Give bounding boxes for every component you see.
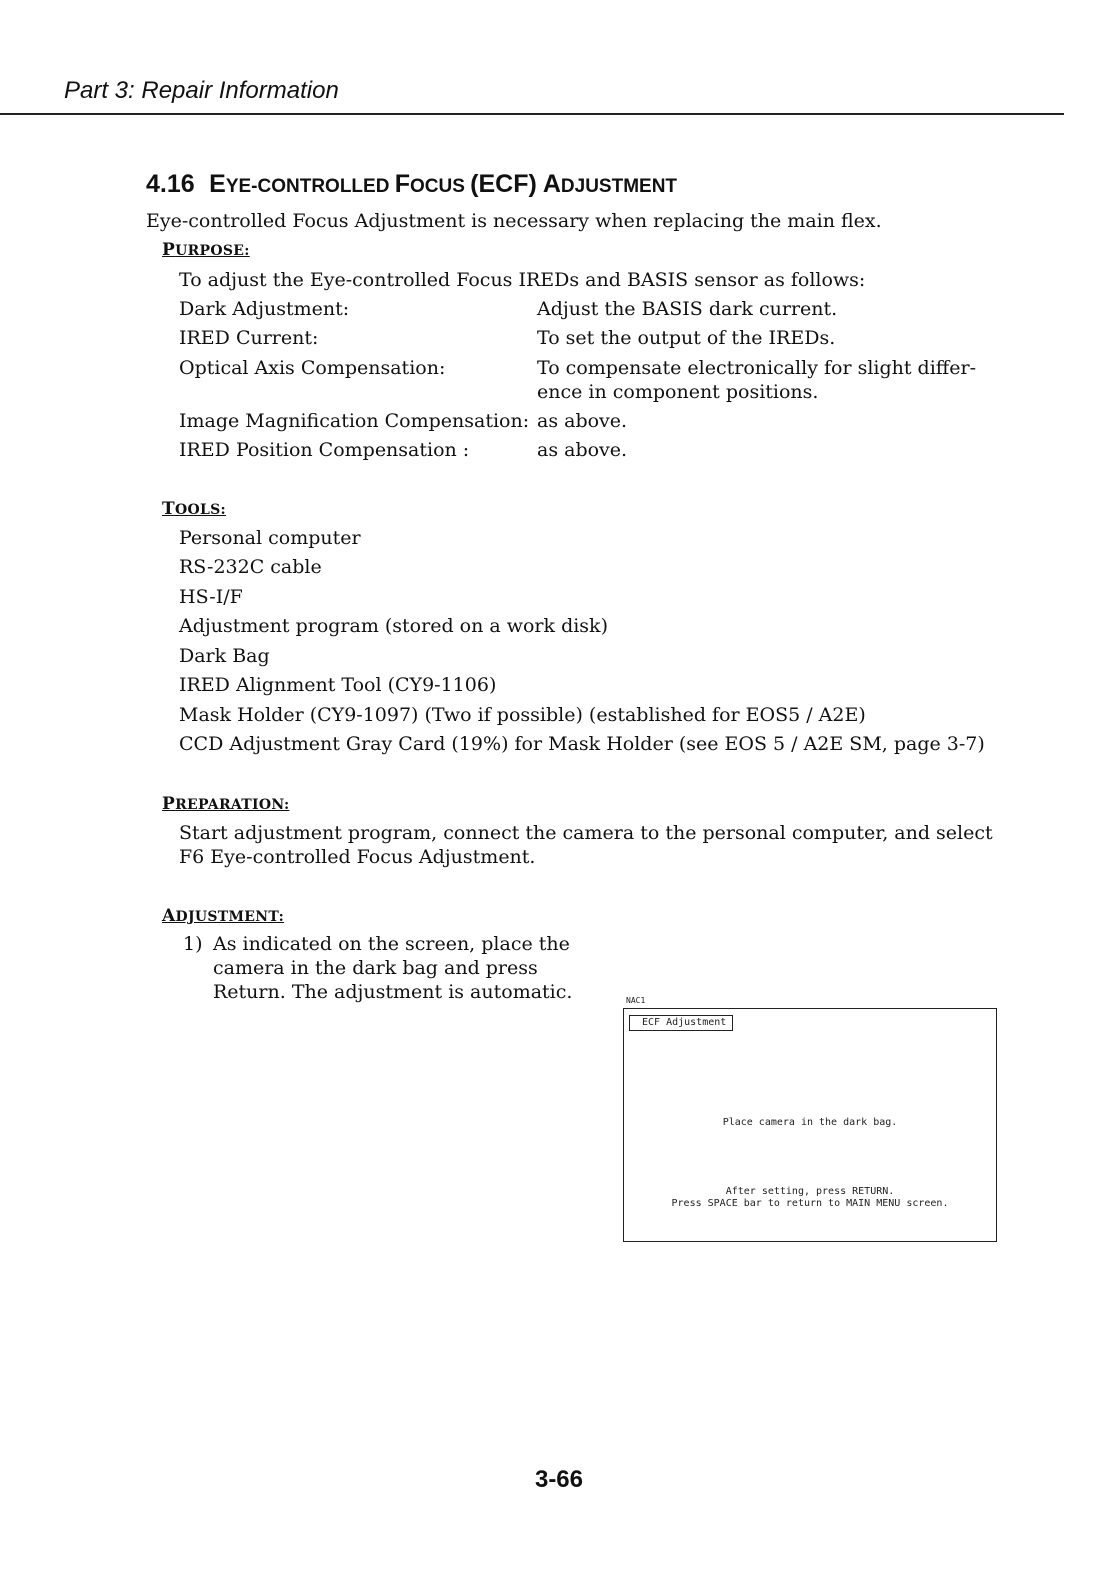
adjustment-heading	[162, 906, 284, 926]
screen-footer-line: After setting, press RETURN.	[725, 1186, 895, 1197]
purpose-item-desc-cont: ence in component positions.	[537, 381, 819, 403]
tool-item: Dark Bag	[179, 645, 270, 667]
purpose-item-label: IRED Position Compensation :	[179, 439, 470, 461]
step-line: camera in the dark bag and press	[213, 957, 538, 979]
heading-rest: REPARATION:	[175, 797, 290, 813]
purpose-heading	[162, 240, 250, 260]
screen-footer-line: Press SPACE bar to return to MAIN MENU screen.	[671, 1198, 949, 1209]
step-line: As indicated on the screen, place the	[213, 933, 570, 955]
heading-rest: URPOSE:	[175, 243, 250, 259]
tool-item: IRED Alignment Tool (CY9-1106)	[179, 674, 497, 696]
heading-cap: P	[162, 240, 176, 260]
step-line: Return. The adjustment is automatic.	[213, 981, 573, 1003]
section-number: 4.16	[146, 170, 195, 198]
purpose-item-desc: Adjust the BASIS dark current.	[537, 298, 838, 320]
title-word-cap: (ECF)	[470, 170, 543, 198]
tool-item: Personal computer	[179, 527, 361, 549]
preparation-heading	[162, 794, 289, 814]
header-rule	[0, 113, 1064, 115]
title-word-rest: YE-CONTROLLED	[225, 176, 395, 197]
step-number: 1)	[183, 933, 203, 955]
tool-item: CCD Adjustment Gray Card (19%) for Mask Holder (see EOS 5 / A2E SM, page 3-7)	[179, 733, 985, 755]
title-word-rest: OCUS	[409, 176, 471, 197]
title-word-cap: A	[542, 170, 561, 198]
page-number: 3-66	[534, 1466, 584, 1493]
running-header: Part 3: Repair Information	[64, 77, 339, 104]
tools-heading	[162, 499, 226, 519]
purpose-item-label: IRED Current:	[179, 327, 319, 349]
tool-item: Adjustment program (stored on a work disk)	[179, 615, 608, 637]
heading-cap: T	[162, 499, 175, 519]
purpose-item-desc: To compensate electronically for slight differ-	[537, 357, 977, 379]
purpose-item-label: Image Magnification Compensation:	[179, 410, 530, 432]
heading-cap: A	[162, 906, 176, 926]
section-intro: Eye-controlled Focus Adjustment is necessary when replacing the main flex.	[146, 210, 882, 232]
heading-cap: P	[162, 794, 176, 814]
purpose-item-desc: as above.	[537, 439, 628, 461]
tool-item: Mask Holder (CY9-1097) (Two if possible) (established for EOS5 / A2E)	[179, 704, 866, 726]
purpose-intro: To adjust the Eye-controlled Focus IREDs and BASIS sensor as follows:	[179, 269, 866, 291]
screen-capture	[623, 1008, 997, 1242]
screen-corner-label: NAC1	[626, 996, 646, 1005]
title-word-rest: DJUSTMENT	[560, 176, 678, 197]
screen-title-box: ECF Adjustment	[629, 1015, 733, 1031]
section-title	[146, 170, 677, 199]
tool-item: HS-I/F	[179, 586, 243, 608]
title-word-cap: F	[394, 170, 410, 198]
preparation-line: Start adjustment program, connect the camera to the personal computer, and select	[179, 822, 993, 844]
heading-rest: OOLS:	[174, 502, 226, 518]
purpose-item-label: Optical Axis Compensation:	[179, 357, 446, 379]
heading-rest: DJUSTMENT:	[175, 909, 285, 925]
screen-message: Place camera in the dark bag.	[722, 1117, 898, 1128]
preparation-line: F6 Eye-controlled Focus Adjustment.	[179, 846, 536, 868]
purpose-item-label: Dark Adjustment:	[179, 298, 350, 320]
purpose-item-desc: as above.	[537, 410, 628, 432]
title-word-cap: E	[209, 170, 226, 198]
purpose-item-desc: To set the output of the IREDs.	[537, 327, 836, 349]
tool-item: RS-232C cable	[179, 556, 322, 578]
